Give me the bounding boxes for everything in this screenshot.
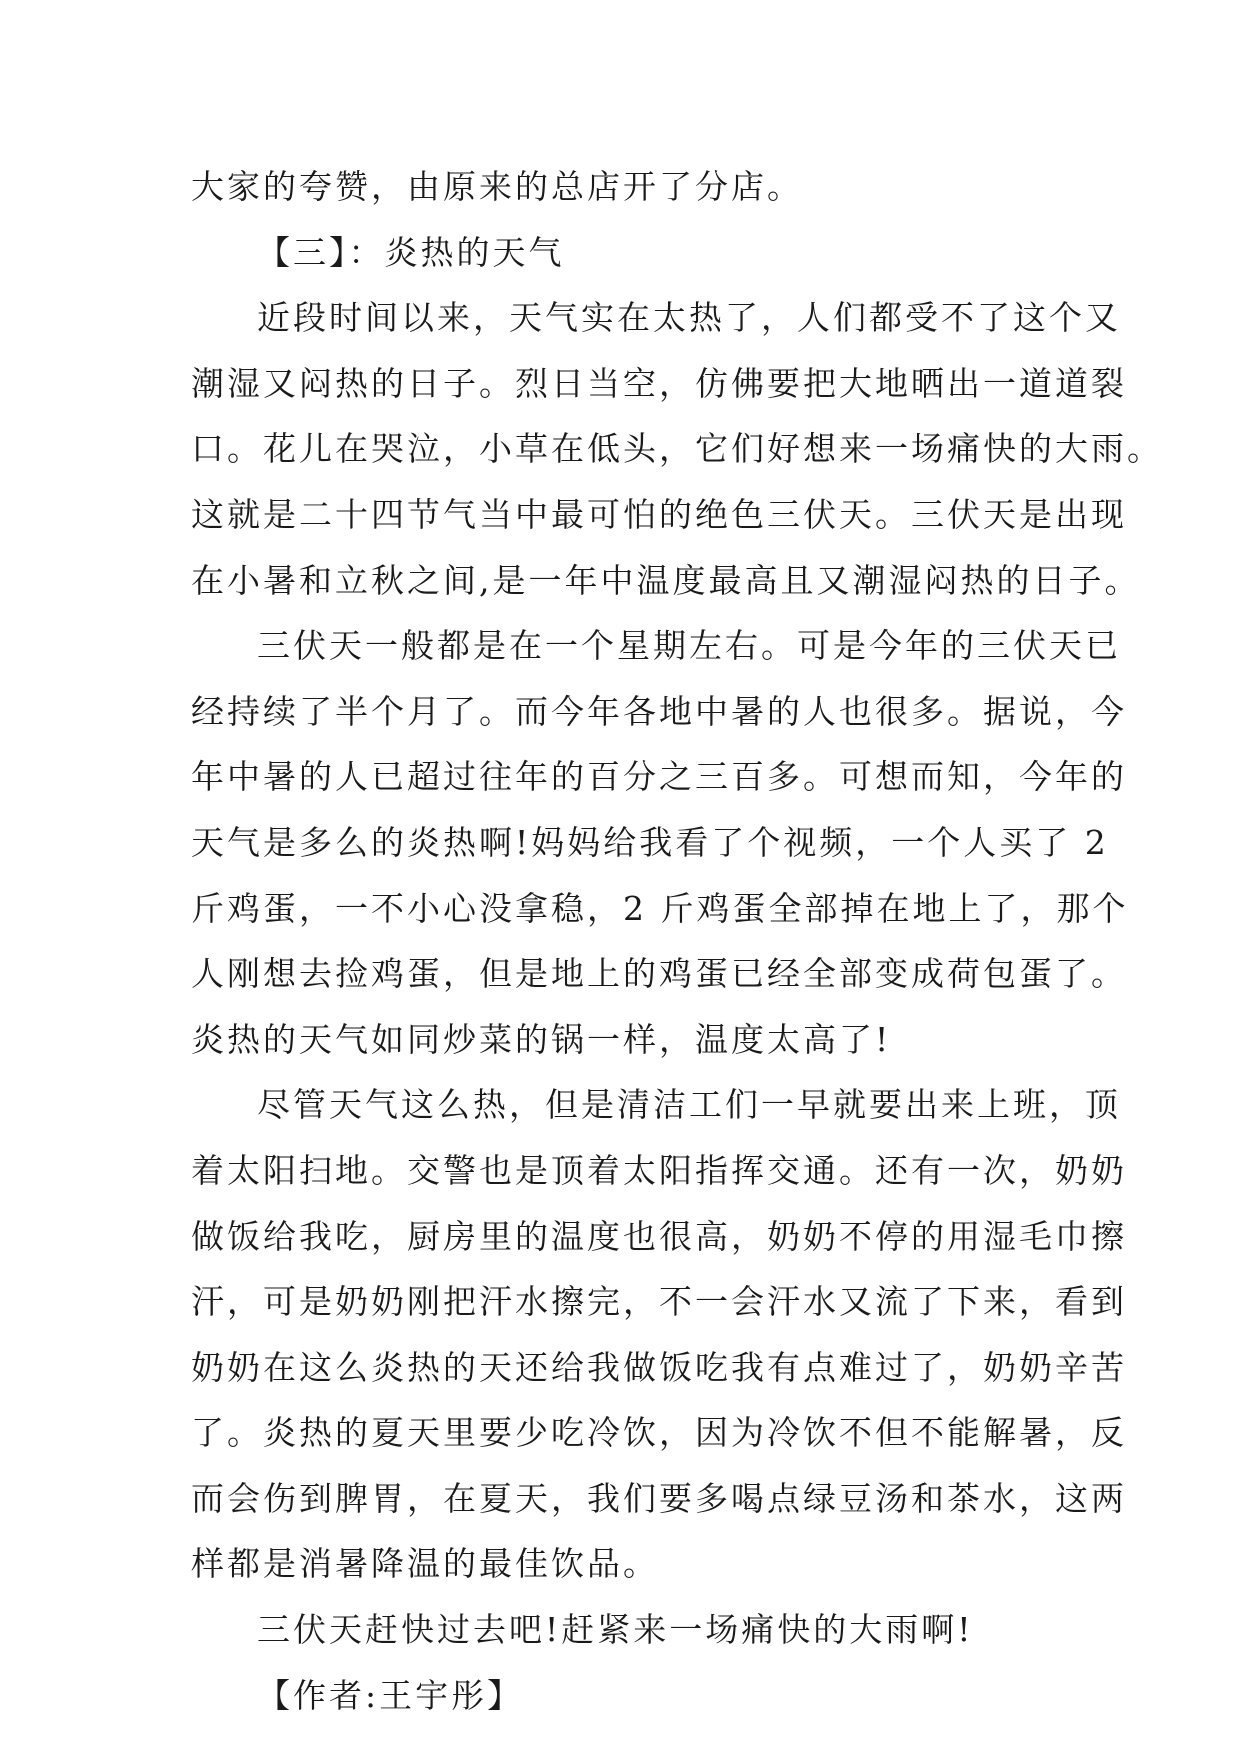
text-line: 年中暑的人已超过往年的百分之三百多。可想而知，今年的 [191, 757, 1127, 797]
text-line: 大家的夸赞，由原来的总店开了分店。 [191, 167, 803, 206]
text-line: 炎热的天气如同炒菜的锅一样，温度太高了! [191, 1019, 892, 1059]
text-line: 经持续了半个月了。而今年各地中暑的人也很多。据说，今 [191, 691, 1127, 731]
article-body [191, 154, 1163, 1728]
text-line: 而会伤到脾胃，在夏天，我们要多喝点绿豆汤和茶水，这两 [191, 1478, 1127, 1518]
text-line: 这就是二十四节气当中最可怕的绝色三伏天。三伏天是出现 [191, 494, 1127, 534]
text-line: 口。花儿在哭泣，小草在低头，它们好想来一场痛快的大雨。 [191, 429, 1163, 469]
text-line: 天气是多么的炎热啊!妈妈给我看了个视频，一个人买了 2 [191, 822, 1109, 862]
text-line: 汗，可是奶奶刚把汗水擦完，不一会汗水又流了下来，看到 [191, 1282, 1127, 1322]
section-heading: 【三】：炎热的天气 [257, 232, 565, 272]
text-line: 潮湿又闷热的日子。烈日当空，仿佛要把大地晒出一道道裂 [191, 363, 1127, 403]
paragraph-start: 近段时间以来，天气实在太热了，人们都受不了这个又 [257, 298, 1121, 338]
text-line: 样都是消暑降温的最佳饮品。 [191, 1544, 659, 1584]
text-line: 了。炎热的夏天里要少吃冷饮，因为冷饮不但不能解暑，反 [191, 1413, 1127, 1453]
text-line: 着太阳扫地。交警也是顶着太阳指挥交通。还有一次，奶奶 [191, 1150, 1127, 1190]
text-line: 做饭给我吃，厨房里的温度也很高，奶奶不停的用湿毛巾擦 [191, 1216, 1127, 1256]
text-line: 奶奶在这么炎热的天还给我做饭吃我有点难过了，奶奶辛苦 [191, 1347, 1127, 1387]
paragraph-start: 三伏天一般都是在一个星期左右。可是今年的三伏天已 [257, 626, 1121, 666]
author-line: 【作者:王宇彤】 [257, 1675, 524, 1715]
paragraph-start: 三伏天赶快过去吧!赶紧来一场痛快的大雨啊! [257, 1610, 974, 1650]
text-line: 人刚想去捡鸡蛋，但是地上的鸡蛋已经全部变成荷包蛋了。 [191, 954, 1127, 994]
text-line: 在小暑和立秋之间,是一年中温度最高且又潮湿闷热的日子。 [191, 560, 1141, 600]
text-line: 斤鸡蛋，一不小心没拿稳，2 斤鸡蛋全部掉在地上了，那个 [191, 888, 1129, 928]
paragraph-start: 尽管天气这么热，但是清洁工们一早就要出来上班，顶 [257, 1085, 1121, 1125]
